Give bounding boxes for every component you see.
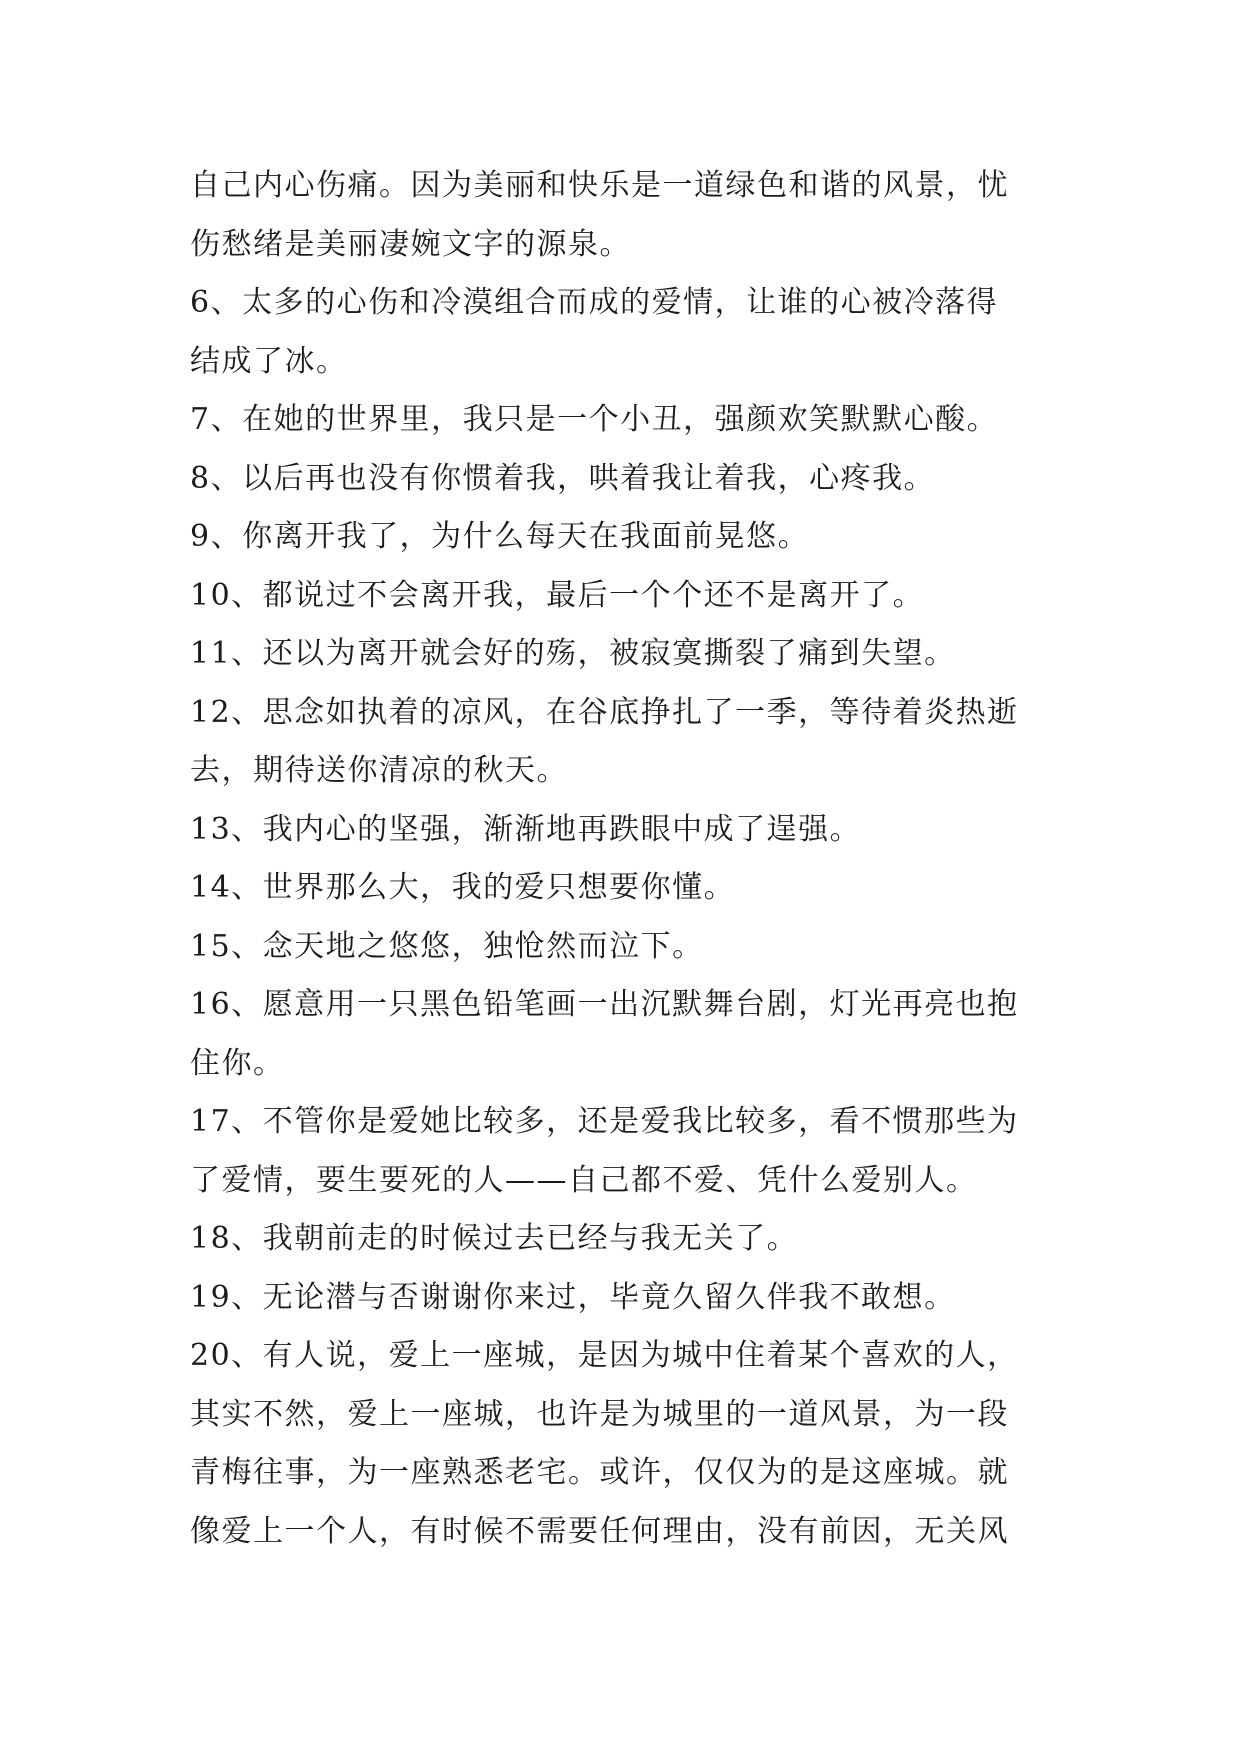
list-item-9: 9、你离开我了，为什么每天在我面前晃悠。 bbox=[190, 519, 810, 554]
text-line: 自己内心伤痛。因为美丽和快乐是一道绿色和谐的风景，忧 bbox=[190, 168, 1009, 203]
list-item-12: 12、思念如执着的凉风，在谷底挣扎了一季，等待着炎热逝 bbox=[190, 694, 1019, 730]
list-item-14: 14、世界那么大，我的爱只想要你懂。 bbox=[190, 870, 736, 905]
text-line: 结成了冰。 bbox=[190, 343, 348, 379]
list-item-17: 17、不管你是爱她比较多，还是爱我比较多，看不惯那些为 bbox=[190, 1104, 1019, 1139]
text-line: 了爱情，要生要死的人——自己都不爱、凭什么爱别人。 bbox=[190, 1162, 978, 1198]
text-line: 伤愁绪是美丽凄婉文字的源泉。 bbox=[190, 226, 631, 262]
list-item-8: 8、以后再也没有你惯着我，哄着我让着我，心疼我。 bbox=[190, 460, 936, 496]
list-item-20: 20、有人说，爱上一座城，是因为城中住着某个喜欢的人， bbox=[190, 1338, 1019, 1373]
document-body bbox=[190, 157, 1052, 1561]
list-item-18: 18、我朝前走的时候过去已经与我无关了。 bbox=[190, 1221, 799, 1256]
list-item-13: 13、我内心的坚强，渐渐地再跌眼中成了逞强。 bbox=[190, 811, 862, 847]
list-item-10: 10、都说过不会离开我，最后一个个还不是离开了。 bbox=[190, 577, 925, 613]
text-line: 其实不然，爱上一座城，也许是为城里的一道风景，为一段 bbox=[190, 1396, 1009, 1432]
text-line: 去，期待送你清凉的秋天。 bbox=[190, 753, 568, 788]
text-line: 像爱上一个人，有时候不需要任何理由，没有前因，无关风 bbox=[190, 1513, 1009, 1549]
list-item-15: 15、念天地之悠悠，独怆然而泣下。 bbox=[190, 928, 704, 964]
list-item-19: 19、无论潜与否谢谢你来过，毕竟久留久伴我不敢想。 bbox=[190, 1279, 956, 1315]
list-item-11: 11、还以为离开就会好的殇，被寂寞撕裂了痛到失望。 bbox=[190, 636, 956, 671]
list-item-7: 7、在她的世界里，我只是一个小丑，强颜欢笑默默心酸。 bbox=[190, 402, 999, 437]
list-item-6: 6、太多的心伤和冷漠组合而成的爱情，让谁的心被冷落得 bbox=[190, 285, 999, 320]
text-line: 住你。 bbox=[190, 1045, 285, 1081]
list-item-16: 16、愿意用一只黑色铅笔画一出沉默舞台剧，灯光再亮也抱 bbox=[190, 987, 1019, 1022]
text-line: 青梅往事，为一座熟悉老宅。或许，仅仅为的是这座城。就 bbox=[190, 1455, 1009, 1490]
